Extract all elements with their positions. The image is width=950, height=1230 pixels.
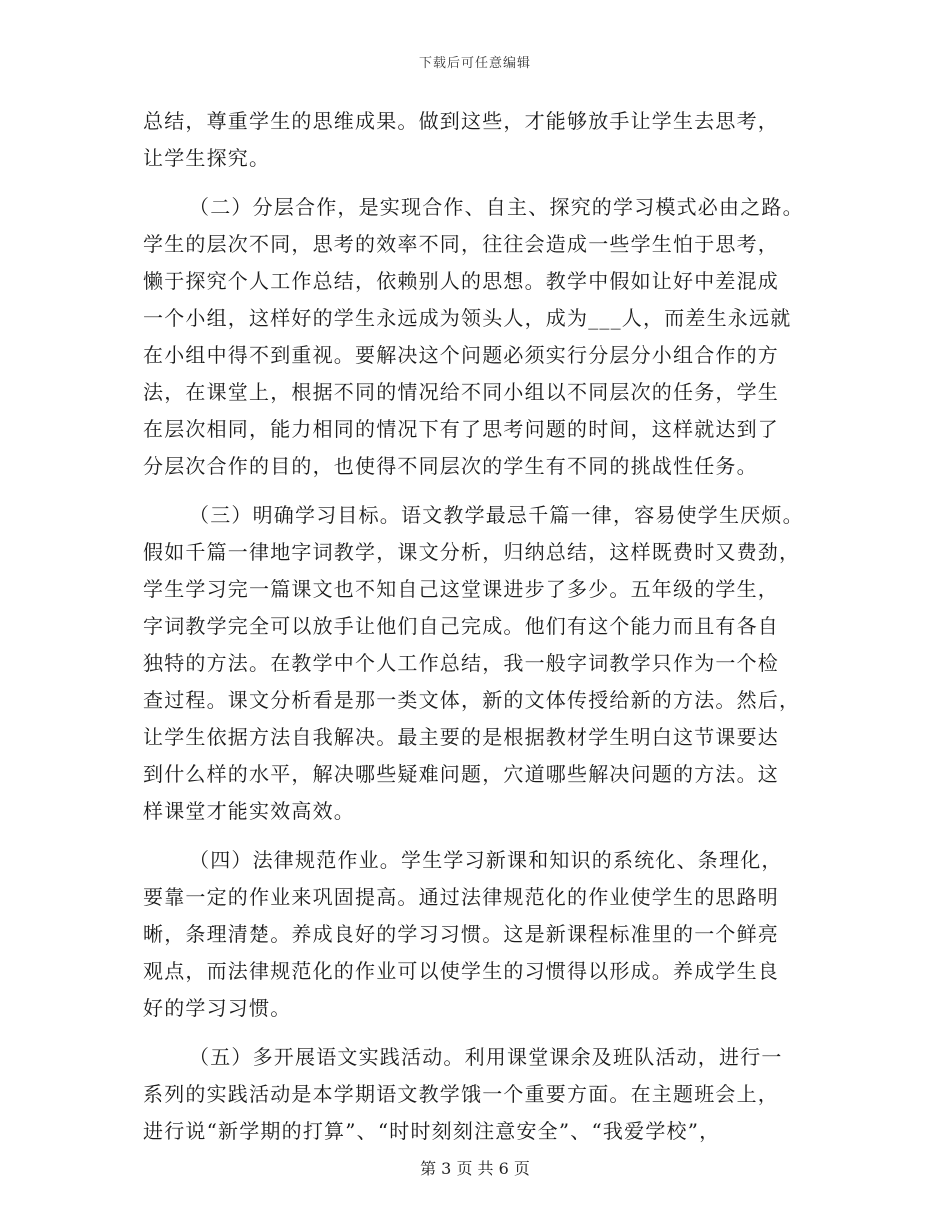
page-number-footer: 第 3 页 共 6 页: [420, 1159, 530, 1178]
text-line: 要靠一定的作业来巩固提高。通过法律规范化的作业使学生的思路明: [143, 885, 779, 909]
text-line: 好的学习习惯。: [143, 996, 292, 1020]
text-line: 系列的实践活动是本学期语文教学饿一个重要方面。在主题班会上，: [143, 1082, 779, 1106]
page-header: 下载后可任意编辑: [418, 56, 531, 71]
text-line: 样课堂才能实效高效。: [143, 799, 355, 823]
text-line: 晰，条理清楚。养成良好的学习习惯。这是新课程标准里的一个鲜亮: [143, 922, 779, 946]
paragraph-5: [143, 1039, 823, 1150]
text-line: 一个小组，这样好的学生永远成为领头人，成为___人，而差生永远就: [143, 306, 792, 330]
text-line: 学生的层次不同，思考的效率不同，往往会造成一些学生怕于思考，: [143, 232, 779, 256]
text-line: （二）分层合作，是实现合作、自主、探究的学习模式必由之路。: [189, 195, 804, 219]
text-line: 让学生探究。: [143, 146, 271, 170]
text-line: 独特的方法。在教学中个人工作总结，我一般字词教学只作为一个检: [143, 651, 779, 675]
text-line: 查过程。课文分析看是那一类文体，新的文体传授给新的方法。然后，: [143, 688, 801, 712]
text-line: （四）法律规范作业。学生学习新课和知识的系统化、条理化，: [189, 848, 783, 872]
text-line: 在层次相同，能力相同的情况下有了思考问题的时间，这样就达到了: [143, 417, 779, 441]
text-line: 学生学习完一篇课文也不知自己这堂课进步了多少。五年级的学生，: [143, 577, 779, 601]
text-line: 字词教学完全可以放手让他们自己完成。他们有这个能力而且有各自: [143, 614, 779, 638]
paragraph-2: [143, 189, 823, 485]
text-line: 在小组中得不到重视。要解决这个问题必须实行分层分小组合作的方: [143, 343, 779, 367]
text-line: 假如千篇一律地字词教学，课文分析，归纳总结，这样既费时又费劲，: [143, 540, 801, 564]
text-line: 法，在课堂上，根据不同的情况给不同小组以不同层次的任务，学生: [143, 380, 779, 404]
text-line: 懒于探究个人工作总结，依赖别人的思想。教学中假如让好中差混成: [143, 269, 779, 293]
paragraph-3: [143, 497, 823, 830]
text-line: 总结，尊重学生的思维成果。做到这些，才能够放手让学生去思考，: [143, 109, 779, 133]
text-line: 到什么样的水平，解决哪些疑难问题，穴道哪些解决问题的方法。这: [143, 762, 779, 786]
text-line: （五）多开展语文实践活动。利用课堂课余及班队活动，进行一: [189, 1045, 783, 1069]
document-body: [143, 103, 823, 1162]
text-line: 分层次合作的目的，也使得不同层次的学生有不同的挑战性任务。: [143, 454, 758, 478]
paragraph-4: [143, 842, 823, 1027]
text-line: 进行说“新学期的打算”、“时时刻刻注意安全”、“我爱学校”，: [143, 1119, 721, 1143]
paragraph-1: [143, 103, 823, 177]
text-line: 让学生依据方法自我解决。最主要的是根据教材学生明白这节课要达: [143, 725, 779, 749]
text-line: （三）明确学习目标。语文教学最忌千篇一律，容易使学生厌烦。: [189, 503, 804, 527]
text-line: 观点，而法律规范化的作业可以使学生的习惯得以形成。养成学生良: [143, 959, 779, 983]
